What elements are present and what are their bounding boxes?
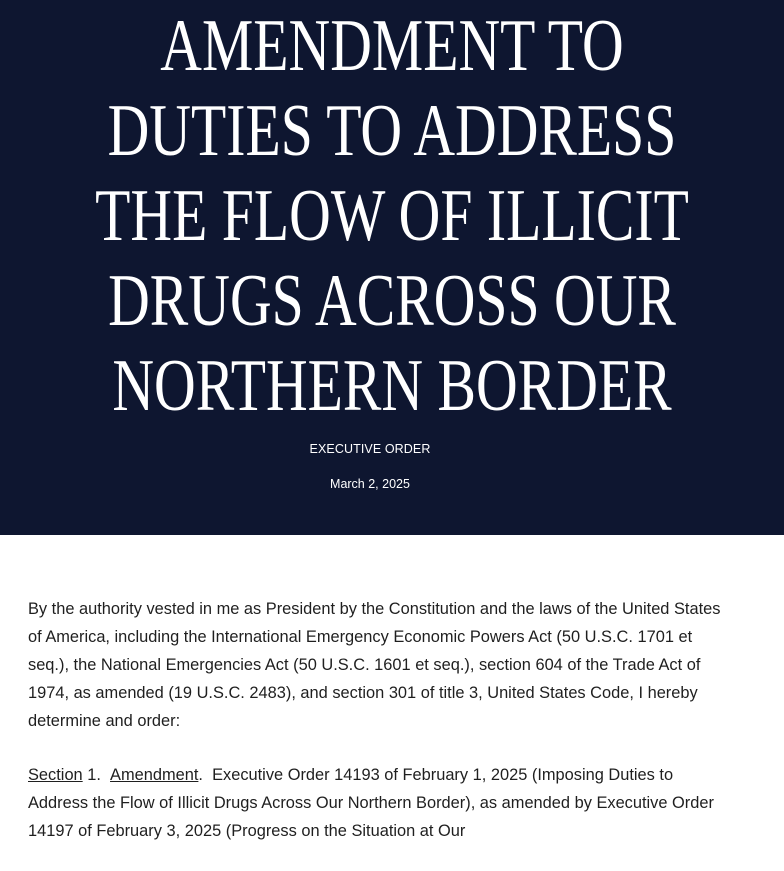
document-category[interactable]: EXECUTIVE ORDER bbox=[309, 442, 431, 456]
section-number: 1 bbox=[87, 766, 97, 784]
publish-date: March 2, 2025 bbox=[330, 477, 410, 491]
intro-paragraph: By the authority vested in me as President by the Constitution and the laws of the United States of America, including the International Emergency Economic Powers Act (50 U.S.C. 1701 et seq.), the National Emergencies Act (50 U.S.C. 1601 et seq.), section 604 of the Trade Act of 1974, as amended (19 U.S.C. 2483), and section 301 of title 3, United States Code, I hereby determine and order: bbox=[28, 600, 721, 730]
section-heading: Amendment bbox=[110, 766, 199, 784]
section-1-text: Executive Order 14193 of February 1, 2025 (Imposing Duties to Address the Flow of Illicit Drugs Across Our Northern Border), as amended by Executive Order 14197 of February 3, 2025 (Progress on the Situation at Our bbox=[28, 766, 714, 840]
title-line-2: DUTIES TO ADDRESS bbox=[107, 90, 677, 172]
title-line-1: AMENDMENT TO bbox=[160, 5, 624, 87]
title-line-4: DRUGS ACROSS OUR bbox=[108, 260, 676, 342]
page-title bbox=[86, 4, 698, 429]
title-line-3: THE FLOW OF ILLICIT bbox=[95, 175, 689, 257]
title-line-5: NORTHERN BORDER bbox=[112, 345, 672, 427]
section-1-paragraph: Section 1. Amendment. Executive Order 14193 of February 1, 2025 (Imposing Duties to Address the Flow of Illicit Drugs Across Our Northern Border), as amended by Executive Order 14197 of February 3, 2025 (Progress on the Situation at Our bbox=[28, 766, 714, 840]
section-label: Section bbox=[28, 766, 83, 784]
document-body bbox=[28, 595, 728, 871]
